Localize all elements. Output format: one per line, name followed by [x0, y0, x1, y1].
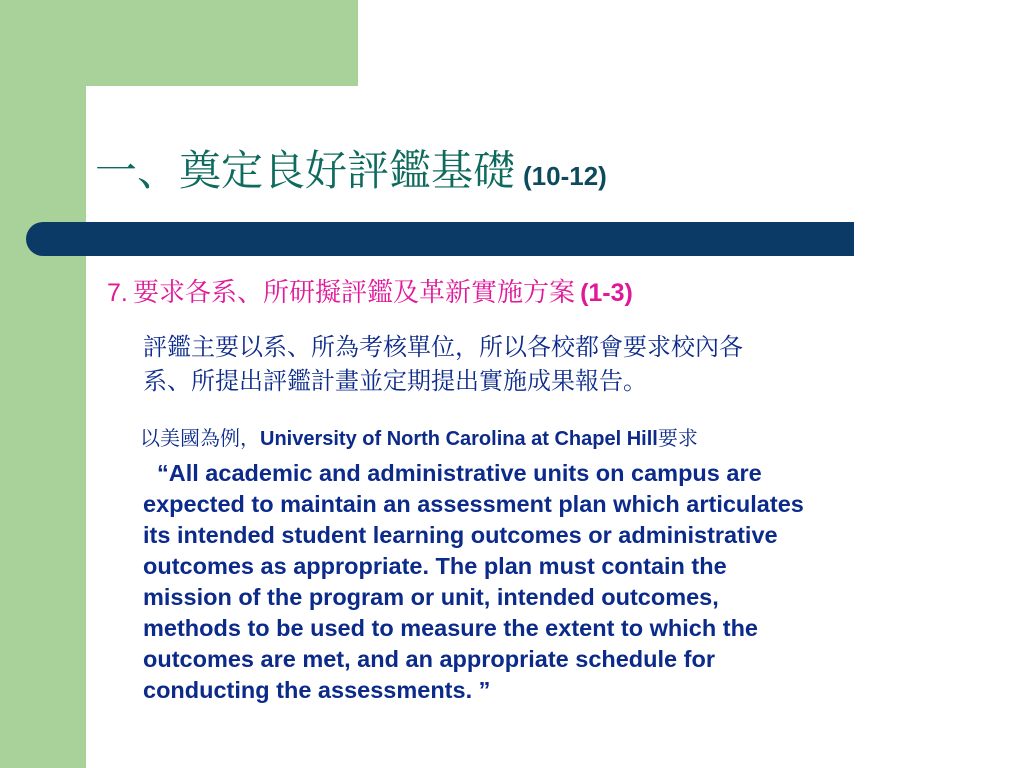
slide-title-number: (10-12): [523, 161, 607, 191]
decorative-green-band: [0, 0, 86, 768]
quote-line: outcomes as appropriate. The plan must contain the: [143, 553, 727, 579]
subtitle: [107, 272, 633, 309]
quote-line: its intended student learning outcomes or administrative: [143, 522, 778, 548]
title-divider-bar: [26, 222, 854, 256]
quote-line: mission of the program or unit, intended outcomes,: [143, 584, 719, 610]
decorative-green-corner: [86, 0, 358, 86]
slide-title: [95, 138, 995, 198]
quote-line: outcomes are met, and an appropriate schedule for: [143, 646, 715, 672]
example-line: [140, 422, 980, 451]
paragraph-line: 評鑑主要以系、所為考核單位，所以各校都會要求校內各: [143, 333, 743, 361]
slide-title-chinese: 一、奠定良好評鑑基礎: [95, 146, 516, 195]
subtitle-number: 7.: [107, 279, 128, 307]
quote-line: “All academic and administrative units on campus are: [157, 460, 762, 486]
quote-line: methods to be used to measure the extent to which the: [143, 615, 759, 641]
example-university: University of North Carolina at Chapel Hill: [260, 428, 658, 450]
policy-quote: [143, 458, 983, 706]
example-prefix: 以美國為例，: [140, 426, 260, 450]
quote-line: expected to maintain an assessment plan which articulates: [143, 491, 804, 517]
example-suffix: 要求: [657, 426, 698, 450]
quote-line: conducting the assessments. ”: [143, 677, 491, 703]
subtitle-chinese: 要求各系、所研擬評鑑及革新實施方案: [132, 278, 575, 308]
body-paragraph: [143, 330, 943, 398]
subtitle-range: (1-3): [580, 279, 633, 307]
paragraph-line: 系、所提出評鑑計畫並定期提出實施成果報告。: [143, 367, 647, 395]
